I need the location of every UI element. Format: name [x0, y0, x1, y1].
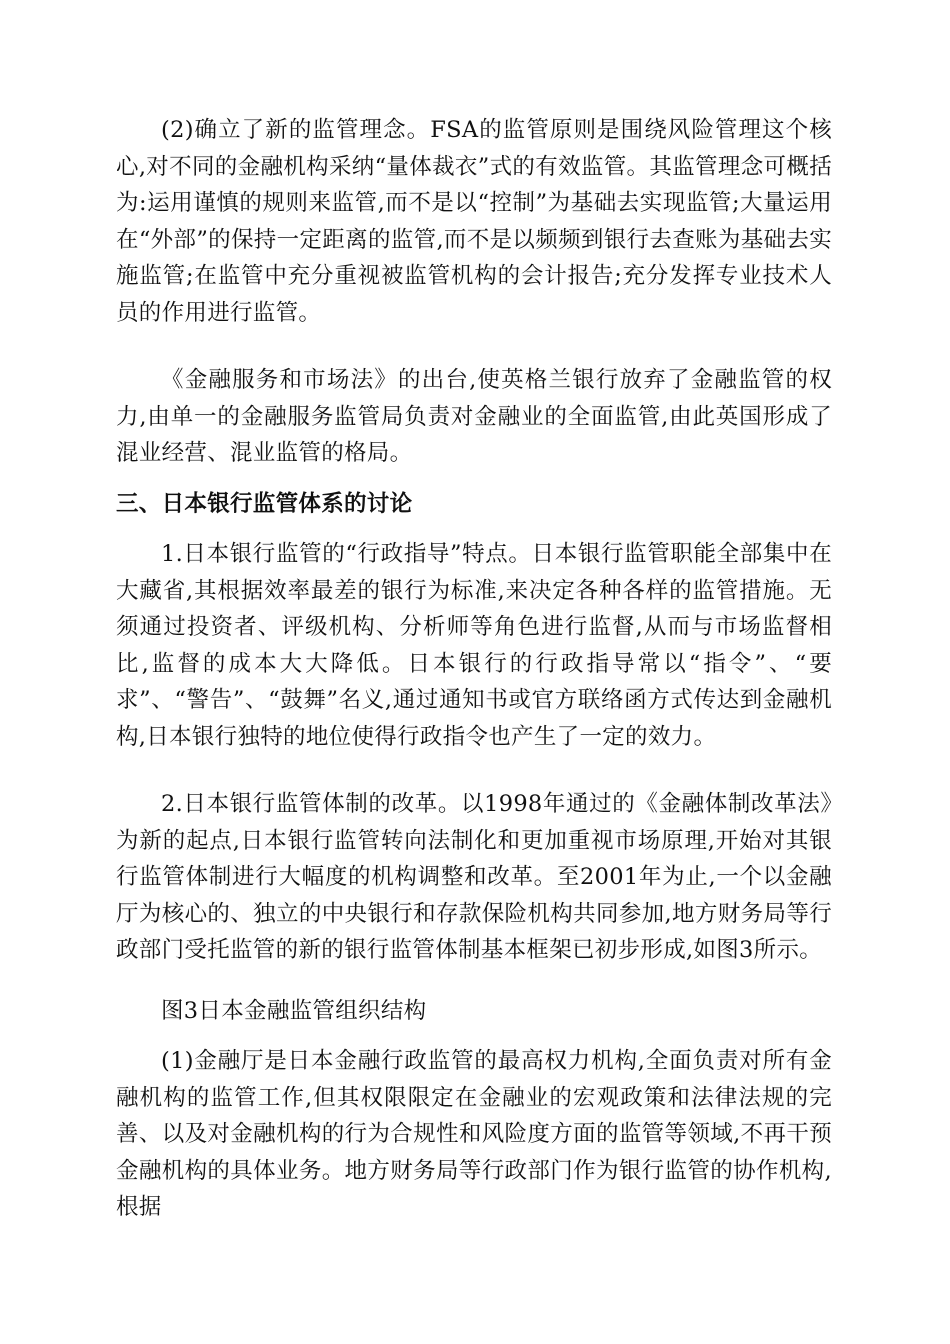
paragraph-regulatory-reform: 2.日本银行监管体制的改革。以1998年通过的《金融体制改革法》为新的起点,日本银行监管转向法制化和更加重视市场原理,开始对其银行监管体制进行大幅度的机构调整和改革。至2001年为止,一个以金融厅为核心的、独立的中央银行和存款保险机构共同参加,地方财务局等行政部门受托监管的新的银行监管体制基本框架已初步形成,如图3所示。 [116, 791, 832, 963]
figure-caption: 图3日本金融监管组织结构 [161, 998, 427, 1024]
paragraph-financial-services-act: 《金融服务和市场法》的出台,使英格兰银行放弃了金融监管的权力,由单一的金融服务监管局负责对金融业的全面监管,由此英国形成了混业经营、混业监管的格局。 [116, 367, 832, 466]
section-heading: 三、日本银行监管体系的讨论 [116, 491, 413, 517]
paragraph-financial-services-agency: (1)金融厅是日本金融行政监管的最高权力机构,全面负责对所有金融机构的监管工作,但其权限限定在金融业的宏观政策和法律法规的完善、以及对金融机构的行为合规性和风险度方面的监管等领域,不再干预金融机构的具体业务。地方财务局等行政部门作为银行监管的协作机构,根据 [116, 1048, 832, 1220]
paragraph-administrative-guidance: 1.日本银行监管的“行政指导”特点。日本银行监管职能全部集中在大藏省,其根据效率最差的银行为标准,来决定各种各样的监管措施。无须通过投资者、评级机构、分析师等角色进行监督,从而与市场监督相比,监督的成本大大降低。日本银行的行政指导常以“指令”、“要求”、“警告”、“鼓舞”名义,通过通知书或官方联络函方式传达到金融机构,日本银行独特的地位使得行政指令也产生了一定的效力。 [116, 541, 832, 750]
paragraph-regulatory-philosophy: (2)确立了新的监管理念。FSA的监管原则是围绕风险管理这个核心,对不同的金融机构采纳“量体裁衣”式的有效监管。其监管理念可概括为:运用谨慎的规则来监管,而不是以“控制”为基础去实现监管;大量运用在“外部”的保持一定距离的监管,而不是以频频到银行去查账为基础去实施监管;在监管中充分重视被监管机构的会计报告;充分发挥专业技术人员的作用进行监管。 [116, 117, 832, 326]
